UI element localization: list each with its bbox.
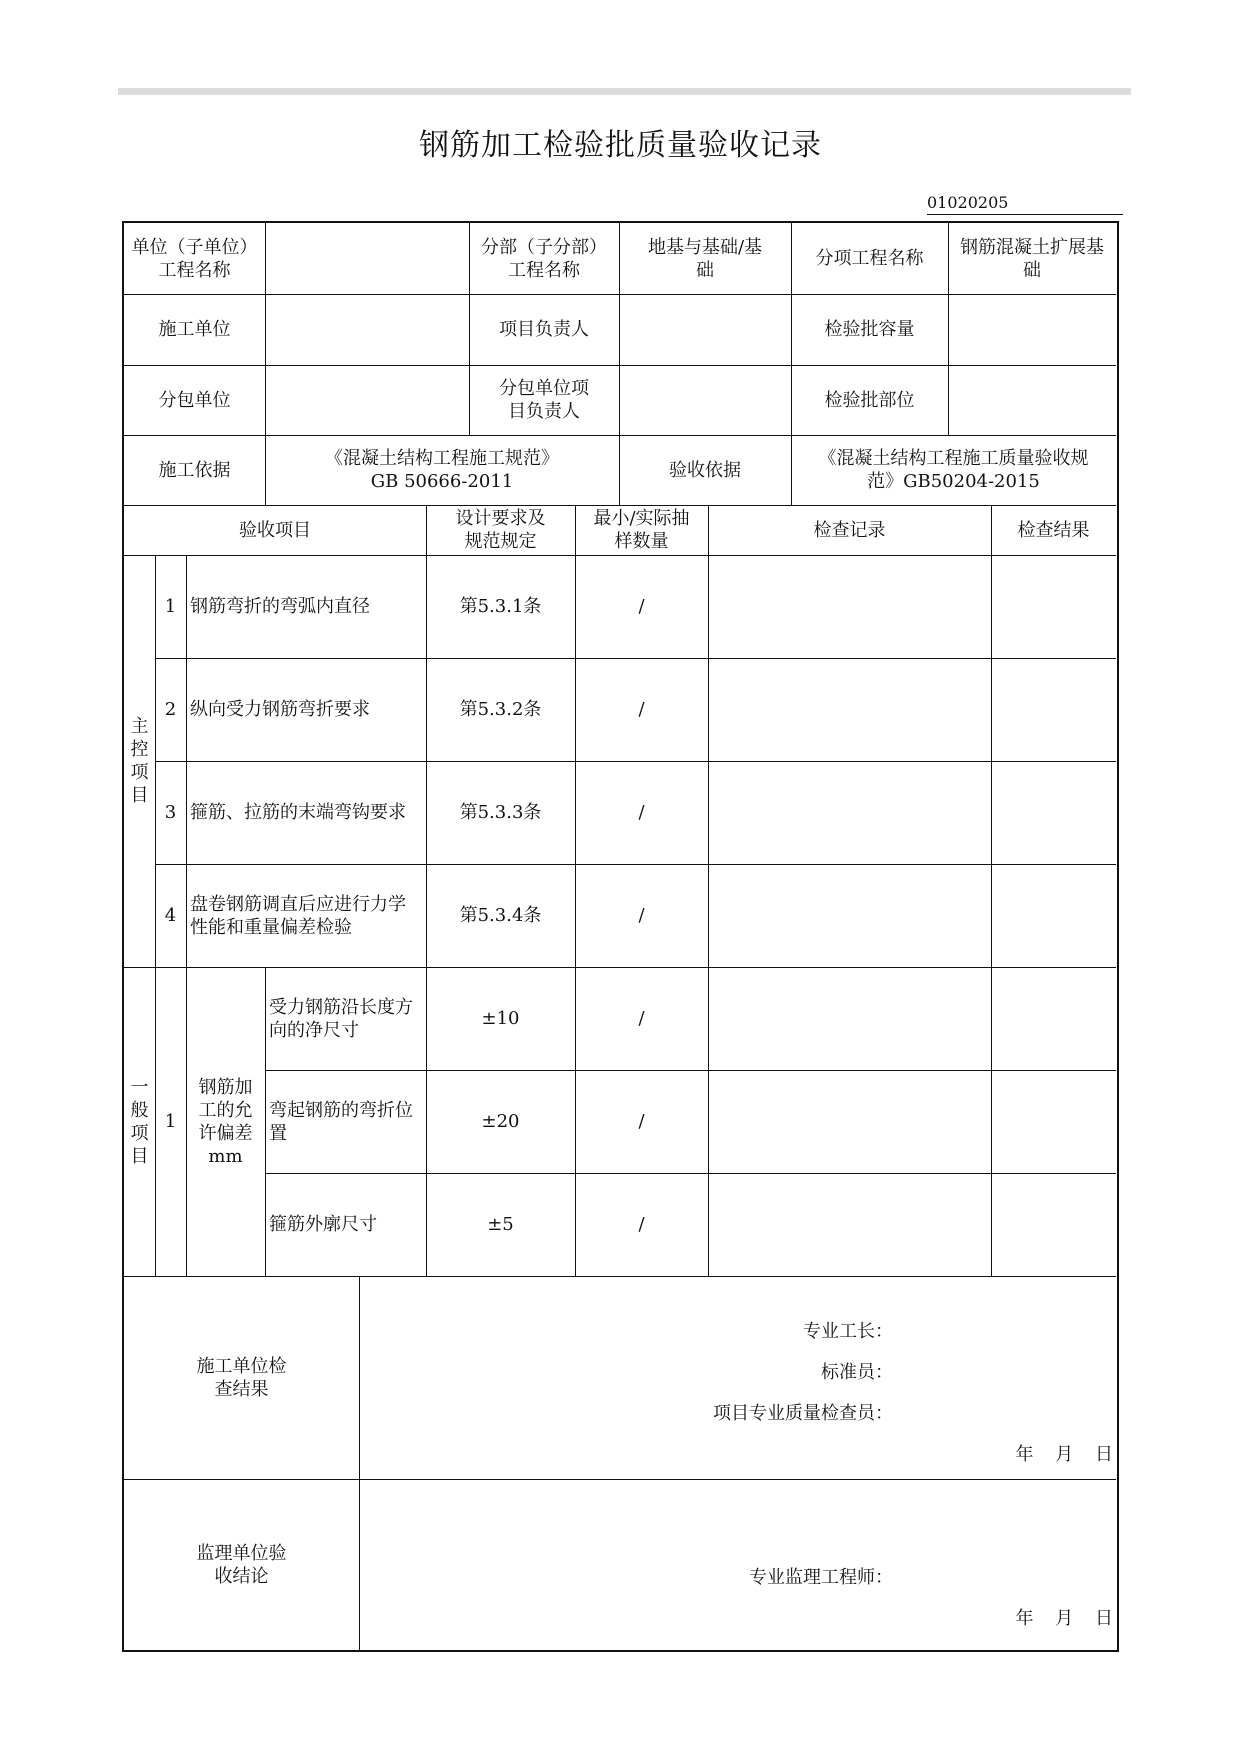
construction-check-date: 年 月 日	[1015, 1444, 1113, 1465]
record-field[interactable]	[708, 864, 991, 967]
top-rule	[118, 88, 1131, 95]
spec-clause: 第5.3.2条	[459, 699, 542, 720]
division-label: 分部（子分部）工程名称	[481, 236, 607, 281]
main-control-label: 主控项目	[130, 716, 149, 806]
result-field[interactable]	[991, 555, 1116, 658]
inspection-form	[122, 221, 1119, 1652]
record-field[interactable]	[708, 555, 991, 658]
general-label: 一般项目	[130, 1076, 149, 1167]
col-header-result: 检查结果	[1017, 519, 1090, 541]
sample-count: /	[638, 596, 645, 617]
tolerance-value: ±20	[481, 1111, 520, 1132]
sub-manager-field[interactable]	[619, 365, 791, 435]
col-header-design: 设计要求及规范规定	[455, 508, 546, 552]
foreman-signature-label: 专业工长：	[803, 1321, 893, 1342]
record-field[interactable]	[708, 1173, 991, 1276]
construction-basis-value: 《混凝土结构工程施工规范》GB 50666-2011	[325, 448, 559, 492]
form-code: 01020205	[927, 192, 1123, 215]
record-field[interactable]	[708, 658, 991, 761]
col-header-item: 验收项目	[239, 519, 311, 541]
construction-basis-label: 施工依据	[158, 459, 231, 481]
construction-check-label: 施工单位检查结果	[196, 1355, 287, 1400]
record-field[interactable]	[708, 761, 991, 864]
tolerance-value: ±10	[481, 1008, 520, 1029]
page-title: 钢筋加工检验批质量验收记录	[419, 128, 822, 163]
check-item: 箍筋、拉筋的末端弯钩要求	[190, 802, 406, 823]
row-number: 4	[164, 905, 177, 926]
tolerance-value: ±5	[487, 1214, 514, 1235]
check-item: 箍筋外廓尺寸	[269, 1214, 377, 1235]
sample-count: /	[638, 1214, 645, 1235]
batch-location-field[interactable]	[948, 365, 1116, 435]
division-value: 地基与基础/基础	[647, 236, 763, 281]
check-item: 钢筋弯折的弯弧内直径	[190, 596, 370, 617]
row-number: 1	[164, 1111, 177, 1132]
spec-clause: 第5.3.4条	[459, 905, 542, 926]
sample-count: /	[638, 699, 645, 720]
subcontractor-field[interactable]	[265, 365, 469, 435]
spec-clause: 第5.3.3条	[459, 802, 542, 823]
subcontractor-label: 分包单位	[158, 389, 231, 411]
project-manager-label: 项目负责人	[499, 319, 589, 340]
unit-name-label: 单位（子单位）工程名称	[131, 236, 258, 281]
row-number: 3	[164, 802, 177, 823]
batch-location-label: 检验批部位	[824, 389, 915, 411]
sub-manager-label: 分包单位项目负责人	[499, 378, 589, 422]
check-item: 受力钢筋沿长度方向的净尺寸	[269, 996, 413, 1041]
acceptance-basis-label: 验收依据	[669, 459, 741, 481]
sample-count: /	[638, 802, 645, 823]
record-field[interactable]	[708, 1070, 991, 1173]
standardizer-signature-label: 标准员：	[821, 1362, 893, 1383]
check-item: 盘卷钢筋调直后应进行力学性能和重量偏差检验	[190, 893, 406, 938]
unit-name-field[interactable]	[265, 223, 469, 294]
result-field[interactable]	[991, 658, 1116, 761]
contractor-field[interactable]	[265, 294, 469, 365]
batch-capacity-field[interactable]	[948, 294, 1116, 365]
col-header-record: 检查记录	[813, 519, 886, 541]
result-field[interactable]	[991, 967, 1116, 1070]
subitem-label: 分项工程名称	[815, 248, 924, 269]
sample-count: /	[638, 905, 645, 926]
check-item: 弯起钢筋的弯折位置	[269, 1099, 413, 1144]
subitem-value: 钢筋混凝土扩展基础	[960, 236, 1104, 281]
result-field[interactable]	[991, 1070, 1116, 1173]
project-manager-field[interactable]	[619, 294, 791, 365]
sample-count: /	[638, 1111, 645, 1132]
spec-clause: 第5.3.1条	[459, 596, 542, 617]
row-number: 1	[164, 596, 177, 617]
check-item: 纵向受力钢筋弯折要求	[190, 699, 370, 720]
result-field[interactable]	[991, 1173, 1116, 1276]
row-number: 2	[164, 699, 177, 720]
acceptance-basis-value: 《混凝土结构工程施工质量验收规范》GB50204-2015	[818, 448, 1089, 492]
batch-capacity-label: 检验批容量	[824, 319, 915, 340]
tolerance-group-label: 钢筋加工的允许偏差mm	[198, 1076, 253, 1167]
supervision-engineer-signature-label: 专业监理工程师：	[749, 1567, 893, 1588]
record-field[interactable]	[708, 967, 991, 1070]
col-header-sample: 最小/实际抽样数量	[593, 508, 690, 552]
supervision-label: 监理单位验收结论	[196, 1543, 287, 1587]
quality-inspector-signature-label: 项目专业质量检查员：	[713, 1403, 893, 1424]
result-field[interactable]	[991, 864, 1116, 967]
contractor-label: 施工单位	[158, 319, 231, 340]
supervision-date: 年 月 日	[1015, 1608, 1113, 1629]
sample-count: /	[638, 1008, 645, 1029]
result-field[interactable]	[991, 761, 1116, 864]
